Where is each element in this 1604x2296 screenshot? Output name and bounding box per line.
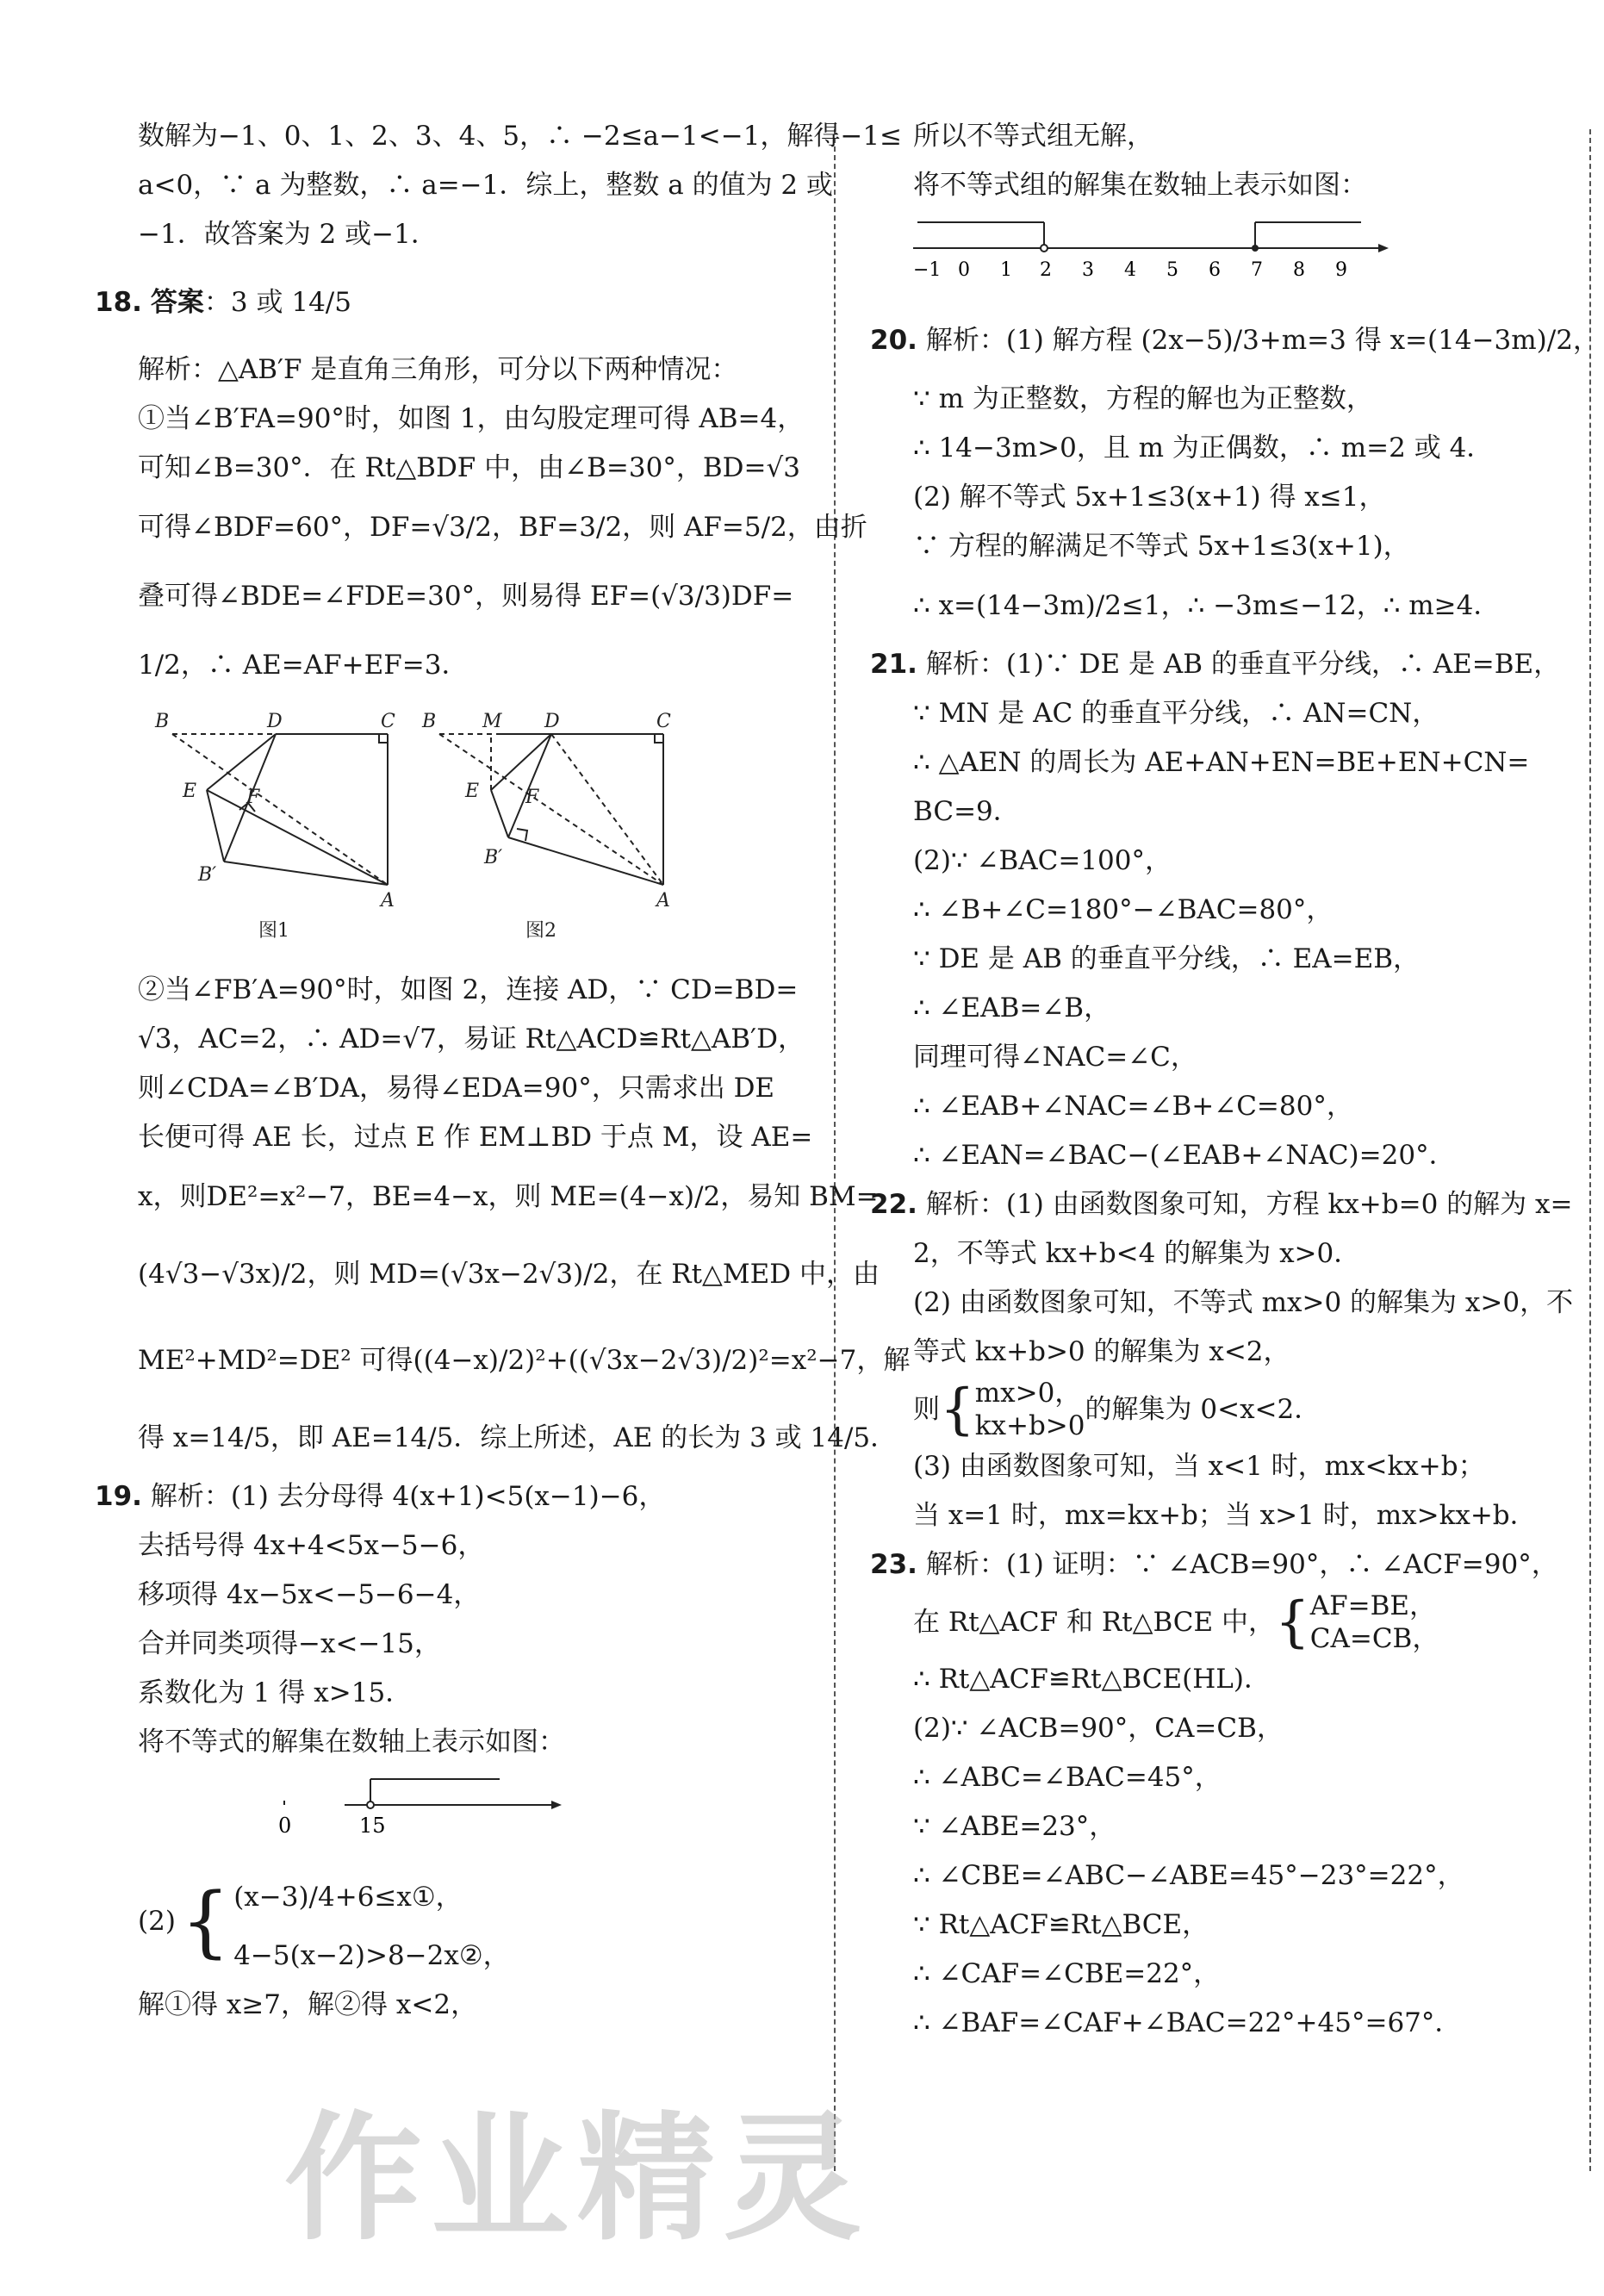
text-fragment: 在 Rt△ACF 和 Rt△BCE 中， bbox=[913, 1606, 1276, 1638]
text-line: (2)∵ ∠BAC=100°， bbox=[913, 845, 1172, 876]
question-number: 18. bbox=[95, 287, 142, 318]
svg-text:B: B bbox=[155, 711, 170, 732]
svg-text:E: E bbox=[183, 781, 197, 802]
text-line: 2，不等式 kx+b<4 的解集为 x>0． bbox=[913, 1238, 1361, 1269]
text-line: 所以不等式组无解， bbox=[913, 121, 1153, 152]
text-line: (2) 解不等式 5x+1≤3(x+1) 得 x≤1， bbox=[913, 482, 1386, 513]
text-line: ∴ ∠CBE=∠ABC−∠ABE=45°−23°=22°， bbox=[913, 1860, 1464, 1891]
text-line: 解①得 x≥7，解②得 x<2， bbox=[138, 1989, 478, 2020]
text-line: ∴ 14−3m>0，且 m 为正偶数，∴ m=2 或 4． bbox=[913, 432, 1494, 464]
geometry-figures bbox=[138, 708, 818, 957]
svg-text:E: E bbox=[465, 781, 480, 802]
text-line: ∴ Rt△ACF≌Rt△BCE(HL)． bbox=[913, 1664, 1271, 1695]
question-number: 21. bbox=[870, 649, 917, 680]
text-line: (4√3−√3x)/2，则 MD=(√3x−2√3)/2，在 Rt△MED 中，由 bbox=[138, 1259, 880, 1290]
text-line: √3，AC=2，∴ AD=√7，易证 Rt△ACD≌Rt△AB′D， bbox=[138, 1024, 805, 1055]
text-line: (3) 由函数图象可知，当 x<1 时，mx<kx+b； bbox=[913, 1451, 1485, 1482]
axis-label: −1 bbox=[913, 259, 942, 281]
text-line: 等式 kx+b>0 的解集为 x<2， bbox=[913, 1336, 1290, 1367]
text-line: 数解为−1、0、1、2、3、4、5，∴ −2≤a−1<−1，解得−1≤ bbox=[138, 121, 903, 152]
congruence-condition bbox=[870, 1590, 1576, 1655]
text-line: ∴ x=(14−3m)/2≤1，∴ −3m≤−12，∴ m≥4． bbox=[913, 590, 1501, 621]
text-line: 移项得 4x−5x<−5−6−4， bbox=[138, 1579, 481, 1610]
inequality-2: kx+b>0 bbox=[974, 1410, 1085, 1441]
axis-label: 15 bbox=[359, 1814, 386, 1838]
text-line: BC=9． bbox=[913, 796, 1020, 827]
text-line: ∵ Rt△ACF≌Rt△BCE， bbox=[913, 1909, 1209, 1940]
axis-label: 2 bbox=[1040, 259, 1052, 281]
inequality-1: mx>0， bbox=[974, 1378, 1082, 1409]
axis-label: 8 bbox=[1293, 259, 1305, 281]
text-line: ∴ ∠CAF=∠CBE=22°， bbox=[913, 1958, 1221, 1989]
figure-1-caption: 图1 bbox=[258, 920, 289, 941]
svg-text:C: C bbox=[381, 711, 395, 732]
question-number: 22. bbox=[870, 1189, 917, 1220]
axis-label: 1 bbox=[1000, 259, 1012, 281]
brace-icon: { bbox=[1275, 1590, 1310, 1654]
text-line: 合并同类项得−x<−15， bbox=[138, 1628, 441, 1659]
question-18-header bbox=[95, 259, 818, 345]
text-line: ∵ m 为正整数，方程的解也为正整数， bbox=[913, 383, 1373, 414]
figure-2 bbox=[439, 734, 663, 885]
question-number: 20. bbox=[870, 325, 917, 356]
answer-label: 答案 bbox=[150, 287, 204, 318]
text-line: ∵ DE 是 AB 的垂直平分线，∴ EA=EB， bbox=[913, 943, 1421, 974]
question-20-header bbox=[870, 306, 1600, 375]
text-line: 可得∠BDF=60°，DF=√3/2，BF=3/2，则 AF=5/2，由折 bbox=[138, 512, 867, 543]
text-line: 系数化为 1 得 x>15． bbox=[138, 1677, 413, 1708]
text-line: ①当∠B′FA=90°时，如图 1，由勾股定理可得 AB=4， bbox=[138, 403, 805, 434]
text-line: (2)∵ ∠ACB=90°，CA=CB， bbox=[913, 1713, 1284, 1744]
axis-label: 5 bbox=[1166, 259, 1178, 281]
number-line-1 bbox=[95, 1772, 818, 1857]
text-line: 叠可得∠BDE=∠FDE=30°，则易得 EF=(√3/3)DF= bbox=[138, 581, 794, 612]
right-column bbox=[870, 112, 1600, 2048]
text-line: ∵ ∠ABE=23°， bbox=[913, 1811, 1116, 1842]
text-line: −1．故答案为 2 或−1． bbox=[138, 219, 438, 250]
figure-1 bbox=[172, 734, 388, 885]
question-22-header bbox=[870, 1180, 1576, 1229]
text-line: 将不等式的解集在数轴上表示如图： bbox=[138, 1727, 565, 1758]
text-line: 去括号得 4x+4<5x−5−6， bbox=[138, 1530, 485, 1561]
text-line: ∴ ∠ABC=∠BAC=45°， bbox=[913, 1762, 1222, 1793]
text-line: 解析：(1) 解方程 (2x−5)/3+m=3 得 x=(14−3m)/2， bbox=[925, 325, 1600, 356]
figure-2-caption: 图2 bbox=[525, 920, 556, 941]
system-of-inequalities bbox=[95, 1863, 818, 1981]
axis-label: 3 bbox=[1082, 259, 1094, 281]
svg-text:B: B bbox=[422, 711, 437, 732]
watermark: 作业精灵 bbox=[284, 2098, 871, 2259]
text-line: ∴ ∠B+∠C=180°−∠BAC=80°， bbox=[913, 894, 1334, 925]
svg-text:A: A bbox=[381, 890, 395, 912]
text-line: ∵ 方程的解满足不等式 5x+1≤3(x+1)， bbox=[913, 531, 1410, 562]
question-number: 19. bbox=[95, 1481, 142, 1512]
axis-label: 7 bbox=[1251, 259, 1263, 281]
text-line: ∴ ∠EAB=∠B， bbox=[913, 992, 1111, 1024]
answer-text: ：3 或 14/5 bbox=[203, 287, 351, 318]
text-line: 可知∠B=30°．在 Rt△BDF 中，由∠B=30°，BD=√3 bbox=[138, 452, 800, 483]
axis-label: 0 bbox=[278, 1814, 292, 1838]
text-line: 解析：△AB′F 是直角三角形，可分以下两种情况： bbox=[138, 354, 738, 385]
svg-text:B′: B′ bbox=[484, 847, 503, 868]
axis-label: 4 bbox=[1124, 259, 1136, 281]
text-line: 得 x=14/5，即 AE=14/5．综上所述，AE 的长为 3 或 14/5． bbox=[138, 1422, 898, 1453]
svg-text:A: A bbox=[656, 890, 670, 912]
inequality-2: 4−5(x−2)>8−2x②， bbox=[233, 1940, 510, 1971]
text-line: (2) 由函数图象可知，不等式 mx>0 的解集为 x>0，不 bbox=[913, 1287, 1574, 1318]
text-line: x，则DE²=x²−7，BE=4−x，则 ME=(4−x)/2，易知 BM= bbox=[138, 1181, 879, 1212]
question-21-header bbox=[870, 640, 1576, 689]
text-line: ∴ ∠EAB+∠NAC=∠B+∠C=80°， bbox=[913, 1091, 1353, 1122]
text-line: 则∠CDA=∠B′DA，易得∠EDA=90°，只需求出 DE bbox=[138, 1073, 775, 1104]
text-line: ②当∠FB′A=90°时，如图 2，连接 AD，∵ CD=BD= bbox=[138, 974, 799, 1005]
text-line: 解析：(1) 证明：∵ ∠ACB=90°，∴ ∠ACF=90°， bbox=[925, 1549, 1558, 1580]
number-line-2 bbox=[870, 215, 1576, 301]
condition-1: AF=BE， bbox=[1309, 1590, 1437, 1621]
svg-text:B′: B′ bbox=[198, 864, 217, 886]
svg-text:C: C bbox=[656, 711, 671, 732]
text-fragment: 的解集为 0<x<2． bbox=[1085, 1393, 1321, 1425]
text-fragment: 则 bbox=[913, 1393, 940, 1425]
axis-label: 0 bbox=[958, 259, 970, 281]
svg-text:M: M bbox=[482, 711, 502, 732]
text-line: ∴ △AEN 的周长为 AE+AN+EN=BE+EN+CN= bbox=[913, 747, 1530, 778]
text-line: a<0，∵ a 为整数，∴ a=−1．综上，整数 a 的值为 2 或 bbox=[138, 170, 833, 201]
text-line: 当 x=1 时，mx=kx+b；当 x>1 时，mx>kx+b． bbox=[913, 1500, 1537, 1531]
text-line: ME²+MD²=DE² 可得((4−x)/2)²+((√3x−2√3)/2)²=x²−7，解 bbox=[138, 1345, 911, 1376]
brace-icon: { bbox=[180, 1876, 231, 1967]
brace-icon: { bbox=[940, 1378, 975, 1441]
text-line: 将不等式组的解集在数轴上表示如图： bbox=[913, 170, 1367, 201]
inequality-system bbox=[870, 1377, 1576, 1442]
column-divider bbox=[834, 129, 836, 2171]
text-line: 解析：(1)∵ DE 是 AB 的垂直平分线，∴ AE=BE， bbox=[925, 649, 1561, 680]
text-line: ∴ ∠BAF=∠CAF+∠BAC=22°+45°=67°． bbox=[913, 2007, 1462, 2038]
question-number: 23. bbox=[870, 1549, 917, 1580]
part-label: (2) bbox=[138, 1906, 176, 1937]
svg-text:F: F bbox=[246, 787, 260, 808]
right-edge-divider bbox=[1589, 129, 1591, 2171]
text-line: 解析：(1) 由函数图象可知，方程 kx+b=0 的解为 x= bbox=[925, 1189, 1573, 1220]
figure-1-and-2 bbox=[138, 708, 689, 941]
svg-text:D: D bbox=[267, 711, 283, 732]
text-line: ∵ MN 是 AC 的垂直平分线，∴ AN=CN， bbox=[913, 698, 1439, 729]
text-line: 解析：(1) 去分母得 4(x+1)<5(x−1)−6， bbox=[150, 1481, 666, 1512]
inequality-1: (x−3)/4+6≤x①， bbox=[233, 1882, 463, 1913]
text-line: 1/2，∴ AE=AF+EF=3． bbox=[138, 650, 469, 681]
text-line: 同理可得∠NAC=∠C， bbox=[913, 1042, 1197, 1073]
condition-2: CA=CB， bbox=[1309, 1623, 1439, 1654]
axis-label: 6 bbox=[1209, 259, 1221, 281]
question-19-header bbox=[95, 1472, 818, 1521]
text-line: ∴ ∠EAN=∠BAC−(∠EAB+∠NAC)=20°． bbox=[913, 1140, 1456, 1171]
svg-text:F: F bbox=[525, 787, 539, 808]
question-23-header bbox=[870, 1540, 1576, 1590]
text-line: 长便可得 AE 长，过点 E 作 EM⊥BD 于点 M，设 AE= bbox=[138, 1122, 813, 1153]
svg-text:D: D bbox=[544, 711, 560, 732]
axis-label: 9 bbox=[1335, 259, 1347, 281]
